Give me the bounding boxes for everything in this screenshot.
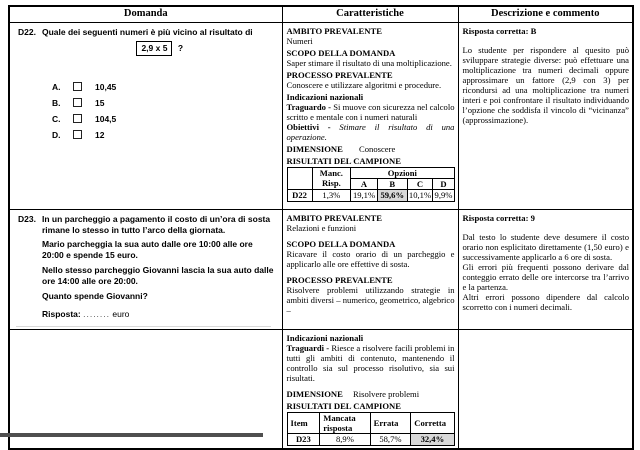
d22-obiettivi-label: Obiettivi -	[286, 121, 331, 132]
option-b-value: 15	[95, 97, 105, 108]
column-header-descrizione: Descrizione e commento	[458, 6, 633, 22]
d23-scopo-title: SCOPO DELLA DOMANDA	[286, 238, 396, 249]
d23-commento-2: Gli errori più frequenti possono derivare dal conteggio errato delle ore intercorse tra l’arrivo e la partenza.	[462, 261, 629, 292]
option-b	[52, 98, 274, 109]
d23-results-table	[287, 412, 455, 446]
d22-results-table	[287, 167, 455, 202]
d22-dimensione-label: DIMENSIONE	[286, 143, 343, 154]
d23-paragraph-1: In un parcheggio a pagamento il costo di un’ora di sosta rimane lo stesso in tutto l’arco della giornata.	[42, 213, 271, 235]
d22-results-header-a: A	[351, 178, 378, 189]
d22-question-cell	[9, 22, 282, 209]
d23-paragraph-2: Mario parcheggia la sua auto dalle ore 10:00 alle ore 20:00 e spende 15 euro.	[42, 238, 253, 260]
d22-risposta-corretta: Risposta corretta: B	[462, 25, 537, 36]
d23-question-cell	[9, 209, 282, 329]
option-a-checkbox[interactable]	[73, 82, 82, 91]
d23-question-line	[16, 214, 274, 236]
scan-divider-line	[16, 326, 271, 327]
header-row	[9, 6, 633, 22]
d23-results-header-item: Item	[287, 412, 320, 433]
d22-caratteristiche-cell	[282, 22, 458, 209]
d22-obiettivi-text: Stimare il risultato di una operazione.	[286, 121, 455, 142]
d22-results-value-c: 10,1%	[408, 190, 432, 200]
row3-risultati-title: RISULTATI DEL CAMPIONE	[286, 400, 401, 411]
d22-question-id: D22.	[18, 26, 36, 37]
d22-dimensione-value: Conoscere	[359, 143, 396, 154]
d23-results-item: D23	[287, 433, 320, 445]
assessment-table	[8, 5, 634, 450]
d23-results-header-mancata: Mancata risposta	[320, 412, 370, 433]
option-a	[52, 82, 274, 93]
row3-traguardi-text: Riesce a risolvere facili problemi in tutti gli ambiti di contenuto, mantenendo il controllo sia sul processo risolutivo, sia sui risultati.	[286, 342, 455, 383]
d22-results-corner-cell	[287, 167, 312, 189]
d23-results-header-errata: Errata	[370, 412, 411, 433]
d22-results-value-d: 9,9%	[434, 190, 453, 200]
d22-ambito-value: Numeri	[286, 35, 313, 46]
empty-question-cell	[9, 329, 282, 449]
row3-dimensione-label: DIMENSIONE	[286, 388, 343, 399]
d22-descrizione-cell	[458, 22, 633, 209]
d22-processo-text: Conoscere e utilizzare algoritmi e procedure.	[286, 79, 442, 90]
option-c	[52, 114, 274, 125]
d23-descrizione-cell	[458, 209, 633, 329]
d23-question-id: D23.	[18, 213, 36, 224]
d22-results-item: D22	[287, 189, 312, 201]
option-d-checkbox[interactable]	[73, 130, 82, 139]
d22-results-mancata-value: 1,3%	[312, 189, 351, 201]
d23-results-data-row	[287, 433, 454, 445]
d22-expression-box: 2,9 x 5	[136, 41, 172, 56]
d22-results-mancata-header: Manc. Risp.	[312, 167, 351, 189]
column-header-caratteristiche: Caratteristiche	[282, 6, 458, 22]
d23-results-mancata-value: 8,9%	[320, 433, 370, 445]
d23-risposta-label: Risposta:	[42, 308, 81, 319]
d23-results-header-corretta: Corretta	[411, 412, 454, 433]
d22-question-mark: ?	[177, 42, 184, 53]
option-d-letter: D.	[52, 129, 61, 140]
d22-expression-row	[16, 41, 274, 56]
option-c-value: 104,5	[95, 113, 117, 124]
option-b-letter: B.	[52, 97, 61, 108]
d23-paragraph-4: Quanto spende Giovanni?	[42, 290, 148, 301]
option-b-checkbox[interactable]	[73, 98, 82, 107]
row-d23	[9, 209, 633, 329]
row3-indicazioni-title: Indicazioni nazionali	[286, 332, 364, 343]
row3-traguardi	[287, 343, 455, 383]
d23-commento-1: Dal testo lo studente deve desumere il costo orario non esplicitato direttamente (1,50 euro) e successivamente applicarlo a 6 ore di sosta.	[462, 231, 629, 262]
d23-results-errata-value: 58,7%	[370, 433, 411, 445]
d22-question-text: Quale dei seguenti numeri è più vicino al risultato di	[42, 26, 253, 37]
option-c-checkbox[interactable]	[73, 114, 82, 123]
d23-risposta-unit: euro	[112, 308, 130, 319]
d22-traguardo-text: Si muove con sicurezza nel calcolo scritto e mentale con i numeri naturali	[286, 101, 455, 122]
d22-scopo-text: Saper stimare il risultato di una moltiplicazione.	[286, 57, 452, 68]
d23-risposta-corretta: Risposta corretta: 9	[462, 212, 535, 223]
d23-results-corretta-value: 32,4%	[411, 433, 454, 445]
d22-results-opzioni-header: Opzioni	[351, 167, 454, 178]
row3-dimensione-value: Risolvere problemi	[353, 388, 420, 399]
d23-indicazioni-cell	[282, 329, 458, 449]
option-a-letter: A.	[52, 81, 61, 92]
empty-descrizione-cell	[458, 329, 633, 449]
d22-question-line	[16, 27, 274, 38]
d22-obiettivi	[287, 122, 455, 142]
d22-results-header-c: C	[407, 178, 433, 189]
option-d-value: 12	[95, 129, 105, 140]
scan-artifact-bar	[0, 433, 263, 437]
d23-processo-text: Risolvere problemi utilizzando strategie in ambiti diversi – numerico, geometrico, algebrico –	[286, 284, 455, 315]
d22-risultati-title: RISULTATI DEL CAMPIONE	[286, 155, 401, 166]
d22-traguardo	[287, 102, 455, 122]
d22-commento: Lo studente per rispondere al quesito può sviluppare strategie diverse: può effettuare una moltiplicazione tra numeri decimali oppure approssimare un fattore (2,9 con 3) per ricondursi ad una moltiplicazione tra numeri interi e poi confrontare il risultato individuando l’opzione che soddisfa il vincolo di “vicinanza” (approssimazione).	[462, 44, 629, 125]
d22-results-header-d: D	[433, 178, 454, 189]
d22-results-data-row	[287, 189, 454, 201]
d23-ambito-value: Relazioni e funzioni	[286, 222, 357, 233]
d22-results-header-row-1	[287, 167, 454, 178]
d23-risposta-line	[16, 309, 274, 320]
row-d22	[9, 22, 633, 209]
d23-scopo-text: Ricavare il costo orario di un parcheggio e applicarlo alle ore effettive di sosta.	[286, 248, 455, 269]
d22-results-header-b: B	[377, 178, 407, 189]
row3-traguardi-label: Traguardi -	[286, 342, 330, 353]
d23-results-header-row	[287, 412, 454, 433]
d22-ambito-title: AMBITO PREVALENTE	[286, 25, 382, 36]
d23-caratteristiche-cell	[282, 209, 458, 329]
row-d23-continued	[9, 329, 633, 449]
column-header-domanda: Domanda	[9, 6, 282, 22]
d22-dimensione	[287, 144, 455, 154]
d22-processo-title: PROCESSO PREVALENTE	[286, 69, 393, 80]
d22-results-value-b-correct: 59,6%	[377, 189, 407, 201]
d22-results-value-a: 19,1%	[351, 189, 378, 201]
d22-indicazioni-title: Indicazioni nazionali	[286, 91, 364, 102]
d23-paragraph-3: Nello stesso parcheggio Giovanni lascia la sua auto dalle ore 14:00 alle ore 20:00.	[42, 264, 274, 286]
row3-dimensione	[287, 389, 455, 399]
option-d	[52, 130, 274, 141]
d23-risposta-blank[interactable]: ........	[83, 308, 111, 319]
d23-commento-3: Altri errori possono dipendere dal calcolo scorretto con i numeri decimali.	[462, 291, 629, 312]
option-a-value: 10,45	[95, 81, 117, 92]
d22-options-list	[52, 82, 274, 141]
option-c-letter: C.	[52, 113, 61, 124]
d23-processo-title: PROCESSO PREVALENTE	[286, 274, 393, 285]
d22-scopo-title: SCOPO DELLA DOMANDA	[286, 47, 396, 58]
d22-traguardo-label: Traguardo -	[286, 101, 332, 112]
d23-ambito-title: AMBITO PREVALENTE	[286, 212, 382, 223]
